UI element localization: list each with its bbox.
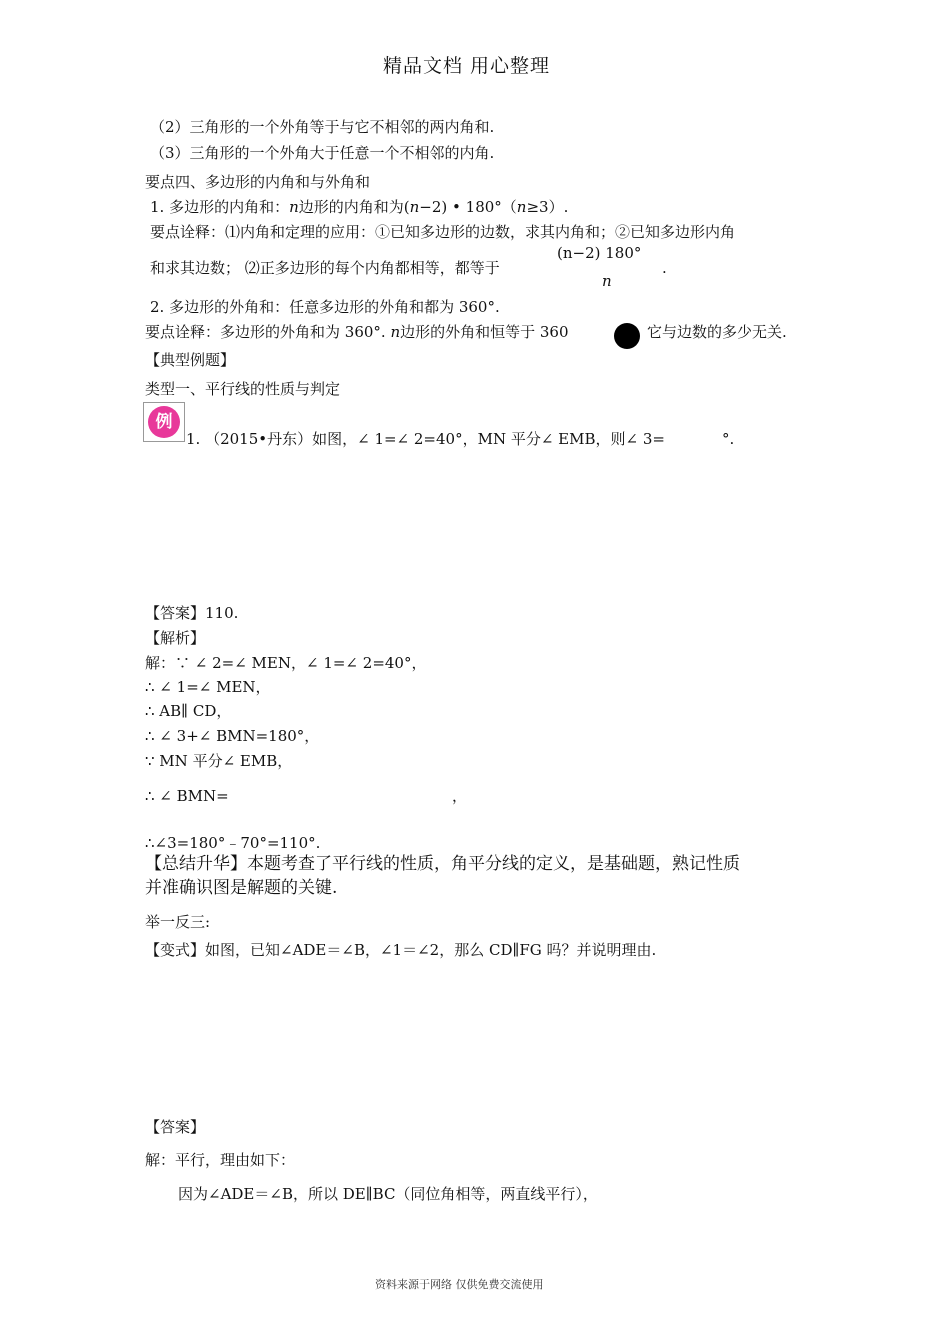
summary-line-2: 并准确识图是解题的关键. (145, 878, 338, 898)
page-footer: 资料来源于网络 仅供免费交流使用 (375, 1278, 544, 1291)
text-seg: 1. 多边形的内角和： (150, 198, 290, 216)
solution-step-4: ∴ ∠ 3+∠ BMN=180°， (145, 727, 320, 745)
var-n: n (390, 323, 401, 341)
text-line-1: （2）三角形的一个外角等于与它不相邻的两内角和. (150, 118, 495, 136)
typical-examples-heading: 【典型例题】 (145, 351, 236, 369)
text-seg: 边形的外角和恒等于 360 (400, 323, 569, 341)
example-badge-label: 例 (148, 406, 180, 438)
variant-solution-2: 因为∠ADE＝∠B，所以 DE∥BC（同位角相等，两直线平行）， (178, 1185, 598, 1203)
example-badge-icon (143, 402, 185, 442)
section-heading-4: 要点四、多边形的内角和与外角和 (145, 173, 371, 191)
degree-suffix: °. (722, 430, 735, 448)
var-n: n (516, 198, 527, 216)
fraction-numerator: (n−2) 180° (557, 244, 642, 262)
polygon-interior-sum-line (150, 197, 568, 217)
solution-step-5: ∵ MN 平分∠ EMB， (145, 752, 293, 770)
text-line-7: 2. 多边形的外角和：任意多边形的外角和都为 360°. (150, 298, 500, 316)
text-line-2: （3）三角形的一个外角大于任意一个不相邻的内角. (150, 144, 495, 162)
solution-step-2: ∴ ∠ 1=∠ MEN， (145, 678, 271, 696)
text-seg: ≥3）. (526, 198, 569, 216)
text-seg: −2) • 180°（ (419, 198, 517, 216)
solution-step-6: ∴ ∠ BMN= (145, 787, 229, 805)
solution-step-7: ∴∠3=180°﹣70°=110°. (145, 834, 321, 852)
example-1-question: 1. （2015•丹东）如图，∠ 1=∠ 2=40°，MN 平分∠ EMB，则∠ 3= (186, 430, 665, 448)
var-n: n (409, 198, 420, 216)
answer-line: 【答案】110. (145, 604, 239, 622)
type-one-heading: 类型一、平行线的性质与判定 (145, 380, 341, 398)
variant-question: 【变式】如图，已知∠ADE＝∠B，∠1＝∠2，那么 CD∥FG 吗？并说明理由. (145, 941, 657, 959)
page-header: 精品文档 用心整理 (383, 55, 551, 77)
analysis-heading: 【解析】 (145, 629, 206, 647)
variant-answer-heading: 【答案】 (145, 1118, 206, 1136)
summary-line-1: 【总结升华】本题考查了平行线的性质，角平分线的定义，是基础题，熟记性质 (145, 854, 740, 874)
text-seg: 边形的内角和为( (298, 198, 410, 216)
practice-heading: 举一反三: (145, 913, 211, 931)
period: . (662, 259, 667, 277)
var-n: n (289, 198, 299, 216)
solution-step-3: ∴ AB∥ CD， (145, 702, 232, 720)
text-line-6: 和求其边数； ⑵正多边形的每个内角都相等，都等于 (150, 259, 500, 277)
variant-solution-1: 解：平行，理由如下： (145, 1151, 296, 1169)
text-seg: 要点诠释：多边形的外角和为 360°. (145, 323, 386, 341)
text-line-5: 要点诠释：⑴内角和定理的应用：①已知多边形的边数，求其内角和；②已知多边形内角 (150, 223, 736, 241)
solution-step-1: 解：∵ ∠ 2=∠ MEN，∠ 1=∠ 2=40°， (145, 654, 427, 672)
comma: ， (452, 787, 468, 805)
ink-blot (614, 323, 640, 349)
text-line-8 (145, 322, 569, 342)
text-line-8-end: 它与边数的多少无关. (647, 323, 787, 341)
fraction-denominator: n (602, 272, 612, 290)
